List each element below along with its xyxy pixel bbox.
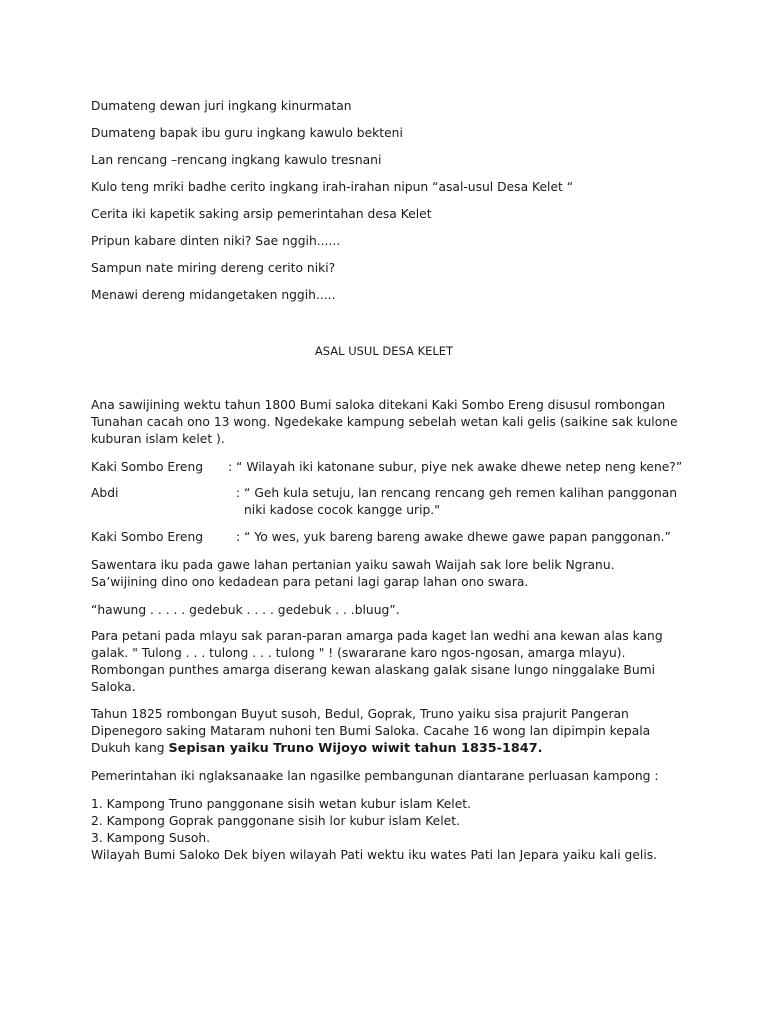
paragraph-pemerintahan: Pemerintahan iki nglaksanaake lan ngasilke pembangunan diantarane perluasan kampong : <box>91 769 659 783</box>
opening-line-4: Kulo teng mriki badhe cerito ingkang irah-irahan nipun “asal-usul Desa Kelet “ <box>91 180 574 194</box>
paragraph-1825-text: Tahun 1825 rombongan Buyut susoh, Bedul, Goprak, Truno yaiku sisa prajurit Pangeran Dipenegoro saking Mataram nuhoni ten Bumi Saloka. Cacahe 16 wong lan dipimpin kepala Dukuh kang <box>91 707 651 755</box>
paragraph-petani: Para petani pada mlayu sak paran-paran amarga pada kaget lan wedhi ana kewan alas kang galak. " Tulong . . . tulong . . . tulong " ! (swararane karo ngos-ngosan, amarga mlayu). Rombongan punthes amarga diserang kewan alaskang gaIak sisane lungo ninggalake Bumi Saloka. <box>91 629 663 694</box>
opening-line-6: Pripun kabare dinten niki? Sae nggih...... <box>91 234 341 248</box>
sound-line: “hawung . . . . . gedebuk . . . . gedebuk . . .bluug”. <box>91 603 400 617</box>
opening-line-2: Dumateng bapak ibu guru ingkang kawulo bekteni <box>91 126 403 140</box>
intro-paragraph: Ana sawijining wektu tahun 1800 Bumi saloka ditekani Kaki Sombo Ereng disusul rombongan Tunahan cacah ono 13 wong. Ngedekake kampung sebelah wetan kali gelis (saikine sak kulone kuburan islam kelet ). <box>91 398 678 446</box>
opening-line-1: Dumateng dewan juri ingkang kinurmatan <box>91 99 352 113</box>
dialogue-text-1: : “ Wilayah iki katonane subur, piye nek awake dhewe netep neng kene?” <box>228 460 683 474</box>
list-item-1: 1. Kampong Truno panggonane sisih wetan kubur islam Kelet. <box>91 797 472 811</box>
opening-line-5: Cerita iki kapetik saking arsip pemerintahan desa Kelet <box>91 207 432 221</box>
list-item-3: 3. Kampong Susoh. <box>91 831 211 845</box>
dialogue-speaker-3: Kaki Sombo Ereng <box>91 530 204 544</box>
opening-line-3: Lan rencang –rencang ingkang kawulo tresnani <box>91 153 382 167</box>
list-item-2: 2. Kampong Goprak panggonane sisih lor kubur islam Kelet. <box>91 814 460 828</box>
dialogue-text-3: : “ Yo wes, yuk bareng bareng awake dhewe gawe papan panggonan.” <box>236 530 671 544</box>
paragraph-sawah: Sawentara iku pada gawe lahan pertanian yaiku sawah Waijah sak lore belik Ngranu. Sa’wijining dino ono kedadean para petani lagi garap lahan ono swara. <box>91 558 615 589</box>
story-title: ASAL USUL DESA KELET <box>314 344 454 358</box>
dialogue-speaker-1: Kaki Sombo Ereng <box>91 460 204 474</box>
dialogue-speaker-2: Abdi <box>91 486 119 500</box>
dialogue-text-2: : “ Geh kula setuju, lan rencang rencang geh remen kalihan panggonan niki kadose cocok kangge urip." <box>236 486 678 517</box>
opening-line-7: Sampun nate miring dereng cerito niki? <box>91 261 336 275</box>
closing-line: Wilayah Bumi Saloko Dek biyen wilayah Pati wektu iku wates Pati lan Jepara yaiku kali gelis. <box>91 848 658 862</box>
opening-line-8: Menawi dereng midangetaken nggih..... <box>91 288 336 302</box>
paragraph-1825-emphasis: Sepisan yaiku Truno Wijoyo wiwit tahun 1835-1847. <box>168 741 543 756</box>
paragraph-1825 <box>91 706 681 757</box>
